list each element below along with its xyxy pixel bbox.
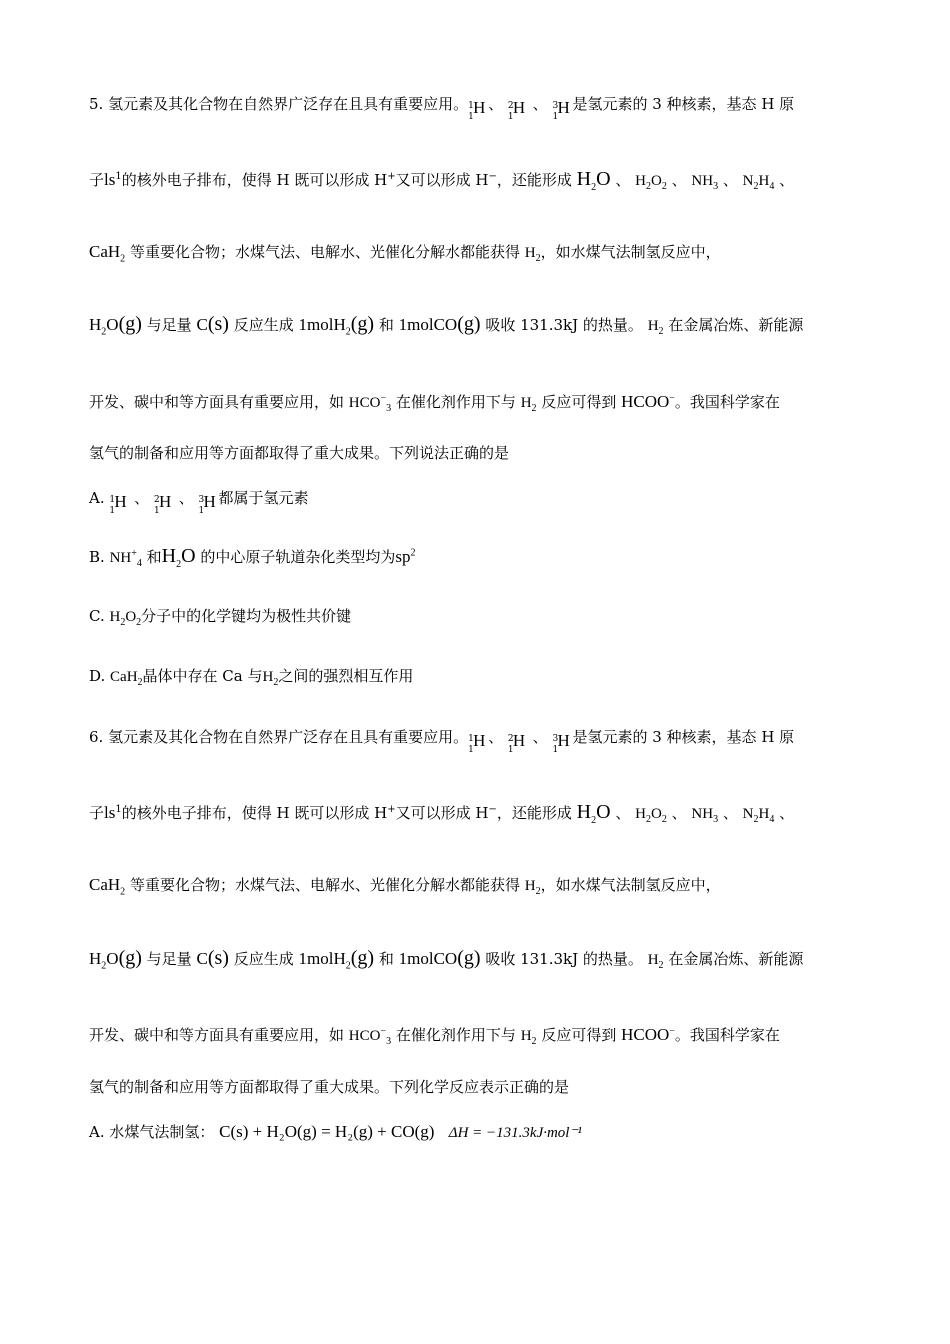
q5-option-b: B. $NH^+_4$ 和$H_2O$ 的中心原子轨道杂化类型均为$sp^2$ (89, 545, 416, 570)
q5-option-c: C. $H_2O_2$分子中的化学键均为极性共价键 (89, 607, 352, 628)
formula-CaH2: CaH$_2$ (89, 242, 126, 265)
q6-option-a: A. 水煤气法制氢： C(s) + H₂O(g) = H₂(g) + CO(g) ΔH = −131.3kJ·mol⁻¹ (89, 1122, 582, 1141)
q6-line-3: CaH$_2$ 等重要化合物；水煤气法、电解水、光催化分解水都能获得 $H_2$，如水煤气法制氢反应中， (89, 875, 721, 898)
q5-line-1: 5. 氢元素及其化合物在自然界广泛存在且具有重要应用。 1 1 H 、 2 1 H 、 3 1 H 是氢元素的 3 种核素，基态 H 原 (89, 90, 890, 118)
formula-H2O-g: $H_2O(g)$ (89, 313, 142, 338)
formula-C-s: C(s) (196, 313, 229, 335)
isotope-1H: 1 1 H (468, 98, 486, 122)
q6-line-4: $H_2O(g)$ 与足量 C(s) 反应生成 1molH$_2$(g) 和 1molCO(g) 吸收 131.3kJ 的热量。 $H_2$ 在金属冶炼、新能源 (89, 947, 804, 972)
q6-stem-text: 6. 氢元素及其化合物在自然界广泛存在且具有重要应用。 (89, 728, 469, 746)
formula-H2: $H_2$ (524, 245, 541, 264)
q6-line-2: 子$ls^1$的核外电子排布，使得 H 既可以形成 H+又可以形成 H−，还能形成 $H_2O$ 、 $H_2O_2$ 、 $NH_3$ 、 $N_2H_4$ 、 (89, 801, 795, 826)
q5-line-3: CaH$_2$ 等重要化合物；水煤气法、电解水、光催化分解水都能获得 $H_2$，如水煤气法制氢反应中， (89, 242, 721, 265)
q5-line-6: 氢气的制备和应用等方面都取得了重大成果。下列说法正确的是 (89, 444, 510, 462)
q5-option-a: A. 1 1 H 、 2 1 H 、 3 1 H 都属于氢元素 (89, 489, 309, 516)
q5-line-4: $H_2O(g)$ 与足量 C(s) 反应生成 1molH$_2$(g) 和 1molCO(g) 吸收 131.3kJ 的热量。 $H_2$ 在金属冶炼、新能源 (89, 313, 804, 338)
q6-line-6: 氢气的制备和应用等方面都取得了重大成果。下列化学反应表示正确的是 (89, 1078, 570, 1096)
formula-H2O: $H_2O$ (576, 168, 611, 193)
formula-1molCO-g: 1molCO(g) (398, 313, 481, 335)
formula-N2H4: $N_2H_4$ (742, 173, 775, 192)
formula-H2: $H_2$ (647, 318, 664, 337)
formula-HCO3: $HCO^-_3$ (348, 393, 392, 414)
q6-line-1: 6. 氢元素及其化合物在自然界广泛存在且具有重要应用。 1 1 H 、 2 1 H 、 3 1 H 是氢元素的 3 种核素，基态 H 原 (89, 728, 795, 755)
q5-option-d: D. CaH$_2$晶体中存在 Ca 与$H_2$之间的强烈相互作用 (89, 667, 414, 688)
isotope-2H: 2 1 H (507, 98, 526, 122)
formula-NH3: $NH_3$ (691, 173, 719, 192)
formula-NH4: $NH^+_4$ (109, 548, 142, 569)
formula-1molH2-g: 1molH$_2$(g) (298, 313, 375, 338)
q5-line-5: 开发、碳中和等方面具有重要应用，如 $HCO^-_3$ 在催化剂作用下与 $H_2$ 反应可得到 HCOO−。我国科学家在 (89, 392, 780, 414)
formula-HCOO: HCOO− (621, 392, 675, 411)
q5-stem-text: 5. 氢元素及其化合物在自然界广泛存在且具有重要应用。 (89, 95, 469, 113)
formula-sp2: $sp^2$ (395, 547, 416, 566)
q5-line-2: 子$ls^1$的核外电子排布，使得 H 既可以形成 H+又可以形成 H−，还能形成 $H_2O$ 、 $H_2O_2$ 、 $NH_3$ 、 $N_2H_4$ 、 (89, 168, 795, 193)
q6-line-5: 开发、碳中和等方面具有重要应用，如 $HCO^-_3$ 在催化剂作用下与 $H_2$ 反应可得到 HCOO−。我国科学家在 (89, 1025, 780, 1047)
isotope-3H: 3 1 H (552, 98, 570, 122)
formula-H2: $H_2$ (520, 395, 537, 414)
reaction-equation: C(s) + H₂O(g) = H₂(g) + CO(g) (219, 1122, 435, 1141)
enthalpy-change: ΔH = −131.3kJ·mol⁻¹ (448, 1125, 582, 1141)
formula-H2O2: $H_2O_2$ (635, 173, 667, 192)
